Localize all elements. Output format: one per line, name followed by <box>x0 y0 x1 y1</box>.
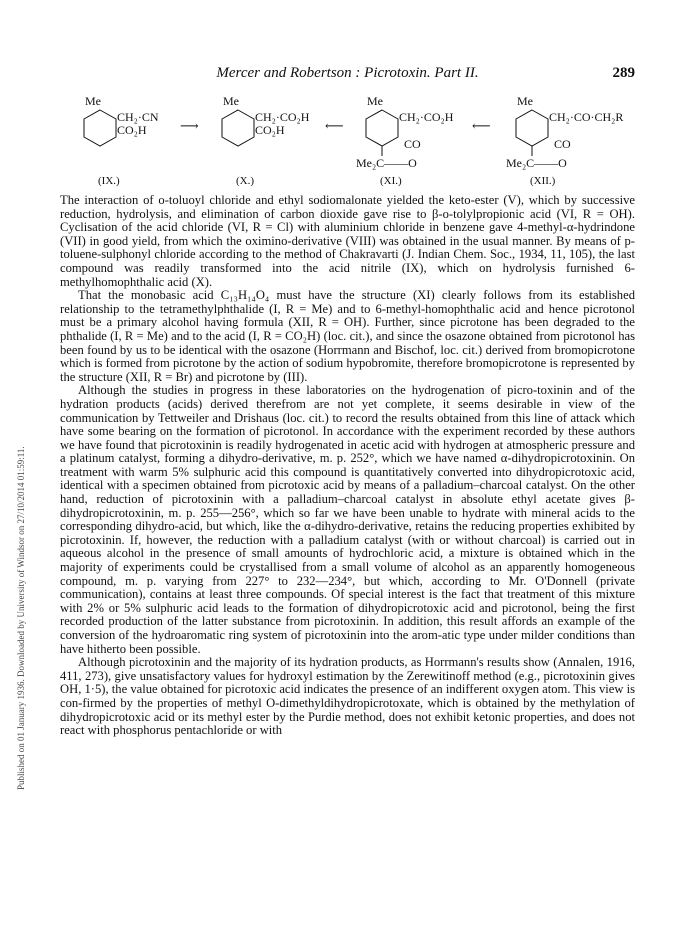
page-header <box>60 65 635 87</box>
structure-xii-sub1: CH₂·CO·CH₂R <box>549 110 624 124</box>
paragraph-1: The interaction of o-toluoyl chloride and ethyl sodiomalonate yielded the keto-ester (V), which by successive reduction, hydrolysis, and elimination of carbon dioxide gave rise to β-o-tolylpropionic acid (VI, R = OH). Cyclisation of the acid chloride (VI, R = Cl) with aluminium chloride in benzene gave 4-methyl-α-hydrindone (VII) in good yield, from which the oximino-derivative (VIII) was obtained in the usual manner. By means of p-toluene-sulphonyl chloride according to the method of Chakravarti (J. Indian Chem. Soc., 1934, 11, 105), the last compound was readily transformed into the acid nitrile (IX), which on hydrolysis furnished 6-methylhomophthalic acid (X). <box>60 193 635 289</box>
structure-x-me: Me <box>223 94 239 108</box>
structure-xi-ring-bridge: Me₂C——O <box>356 156 417 170</box>
paragraph-2: That the monobasic acid C₁₃H₁₄O₄ must have the structure (XI) clearly follows from its established relationship to the tetramethylphthalide (I, R = Me) and to 6-methyl-homophthalic acid and hence picrotonol must be a primary alcohol having formula (XII, R = OH). Further, since picrotone has been degraded to the phthalide (I, R = Me) and to the acid (I, R = CO₂H) (loc. cit.), and since the osazone obtained from picrotonol has been found by us to be identical with the osazone (Horrmann and Bischof, loc. cit.) derived from bromopicrotone which is formed from picrotone by the action of sodium hypobromite, therefore bromopicrotone is represented by the structure (XII, R = Br) and picrotone by (III). <box>60 288 635 384</box>
structure-ix-sub2: CO₂H <box>117 123 147 137</box>
download-watermark-text: Published on 01 January 1936. Downloaded by University of Windsor on 27/10/2014 01:59:11. <box>16 446 26 790</box>
structure-x-sub1: CH₂·CO₂H <box>255 110 310 124</box>
structure-xi-label: (XI.) <box>380 175 402 187</box>
structure-xii-ring-bridge: Me₂C——O <box>506 156 567 170</box>
download-watermark <box>6 150 26 790</box>
structure-x-label: (X.) <box>236 175 255 187</box>
structure-x-sub2: CO₂H <box>255 123 285 137</box>
structure-xi-sub1: CH₂·CO₂H <box>399 110 454 124</box>
structure-xii-label: (XII.) <box>530 175 556 187</box>
reaction-arrow-2: ⟵ <box>325 118 344 133</box>
reaction-arrow-1: ⟶ <box>180 118 199 133</box>
structure-xii-sub2: CO <box>554 137 571 151</box>
structure-ix-label: (IX.) <box>98 175 120 187</box>
structure-xi-sub2: CO <box>404 137 421 151</box>
structure-scheme <box>60 92 660 192</box>
structure-xii-me: Me <box>517 94 533 108</box>
running-title: Mercer and Robertson : Picrotoxin. Part II. <box>216 65 479 81</box>
structure-ix-me: Me <box>85 94 101 108</box>
article-body <box>60 194 635 738</box>
paragraph-4: Although picrotoxinin and the majority of its hydration products, as Horrmann's results show (Annalen, 1916, 411, 273), give unsatisfactory values for hydroxyl estimation by the Zerewitinoff method (e.g., picrotoxinin gives OH, 1·5), the value obtained for picrotoxic acid indicates the presence of an indifferent oxygen atom. This view is con-firmed by the properties of methyl O-dimethyldihydropicrotoxate, which is obtained by the methylation of dihydropicrotoxic acid or its methyl ester by the Purdie method, does not exhibit ketonic properties, and does not react with phosphorus pentachloride or with <box>60 655 635 738</box>
reaction-arrow-3: ⟵ <box>472 118 491 133</box>
structure-xi-me: Me <box>367 94 383 108</box>
paragraph-3: Although the studies in progress in these laboratories on the hydrogenation of picro-toxinin and of the hydration products (acids) derived therefrom are not yet complete, it seems desirable in view of the communication by Tettweiler and Drishaus (loc. cit.) to record the results obtained from this line of attack which have some bearing on the formation of picrotonol. In accordance with the experiment recorded by these authors we have found that picrotoxinin is readily hydrogenated in acetic acid with hydrogen at atmospheric pressure and a platinum catalyst, forming a dihydro-derivative, m. p. 252°, which we have named α-dihydropicrotoxinin. On treatment with warm 5% sulphuric acid this compound is quantitatively converted into dihydropicrotoxic acid, identical with a specimen obtained from picrotoxic acid by means of a palladium–charcoal catalyst. On the other hand, reduction of picrotoxinin with a palladium–charcoal catalyst in absolute ethyl acetate gives β-dihydropicrotoxinin, m. p. 255—256°, which so far we have been unable to hydrate with mineral acids to the corresponding dihydro-acid, but which, like the α-dihydro-derivative, retains the reducing properties exhibited by picrotoxinin. If, however, the reduction with a palladium catalyst (with or without charcoal) is carried out in aqueous alcohol in the presence of small amounts of hydrochloric acid, a mixture is obtained which in the majority of experiments could be crystallised from a small volume of alcohol as an apparently homogeneous compound, m. p. varying from 227° to 232—234°, but which, according to Mr. O'Donnell (private communication), contains at least three compounds. Of special interest is the fact that treatment of this mixture with 2% or 5% sulphuric acid leads to the formation of dihydropicrotoxic acid and picrotonol, being the first recorded production of the latter substance from picrotoxinin. In addition, this result affords an example of the conversion of the hydroaromatic ring system of picrotoxinin into the arom-atic type under milder conditions than have hitherto been possible. <box>60 383 635 656</box>
page-number: 289 <box>612 65 635 81</box>
structure-ix-sub1: CH₂·CN <box>117 110 159 124</box>
